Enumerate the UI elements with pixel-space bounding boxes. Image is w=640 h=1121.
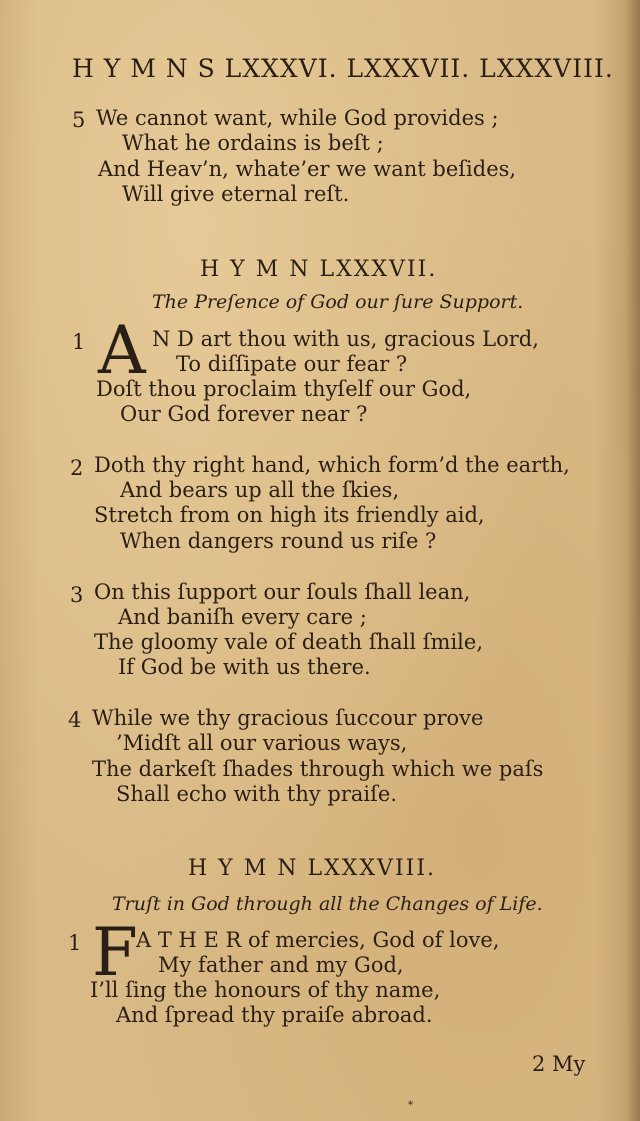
- verse-line: A T H E R of mercies, God of love,: [136, 928, 500, 952]
- stanza-number: 4: [68, 708, 82, 732]
- verse-line: Doth thy right hand, which form’d the earth,: [94, 453, 570, 477]
- stanza-number: 5: [72, 108, 86, 132]
- verse-line: Will give eternal reſt.: [122, 182, 350, 206]
- stanza-number: 1: [68, 931, 82, 955]
- hymn-title: H Y M N LXXXVII.: [200, 257, 438, 282]
- verse-line: If God be with us there.: [118, 655, 371, 679]
- verse-line: While we thy gracious ſuccour prove: [92, 706, 484, 730]
- signature-mark: *: [408, 1100, 413, 1111]
- stanza-number: 2: [70, 456, 84, 480]
- verse-line: Shall echo with thy praiſe.: [116, 782, 397, 806]
- verse-line: And bears up all the ſkies,: [120, 478, 400, 502]
- running-head: H Y M N S LXXXVI. LXXXVII. LXXXVIII.: [72, 54, 614, 83]
- stanza-number: 1: [72, 330, 86, 354]
- stanza-number: 3: [70, 583, 84, 607]
- catchword: 2 My: [532, 1052, 586, 1076]
- hymn-subtitle: Truſt in God through all the Changes of Life.: [112, 893, 543, 915]
- verse-line: My father and my God,: [158, 953, 404, 977]
- verse-line: The gloomy vale of death ſhall ſmile,: [94, 630, 484, 654]
- verse-line: To diſſipate our fear ?: [176, 352, 408, 376]
- verse-line: N D art thou with us, gracious Lord,: [152, 327, 539, 351]
- verse-line: Our God forever near ?: [120, 402, 368, 426]
- verse-line: I’ll ſing the honours of thy name,: [90, 978, 441, 1002]
- verse-line: ’Midſt all our various ways,: [116, 731, 408, 755]
- drop-cap: F: [92, 914, 138, 991]
- verse-line: Doſt thou proclaim thyſelf our God,: [96, 377, 472, 401]
- page-edge-shadow: [626, 0, 640, 1121]
- verse-line: When dangers round us riſe ?: [120, 529, 437, 553]
- verse-line: We cannot want, while God provides ;: [96, 106, 499, 130]
- verse-line: And ſpread thy praiſe abroad.: [116, 1003, 433, 1027]
- verse-line: On this ſupport our ſouls ſhall lean,: [94, 580, 471, 604]
- verse-line: What he ordains is beſt ;: [122, 131, 384, 155]
- verse-line: Stretch from on high its friendly aid,: [94, 503, 485, 527]
- drop-cap: A: [98, 312, 146, 389]
- hymn-subtitle: The Preſence of God our ſure Support.: [152, 291, 524, 313]
- verse-line: The darkeſt ſhades through which we paſs: [92, 757, 544, 781]
- verse-line: And baniſh every care ;: [118, 605, 367, 629]
- verse-line: And Heav’n, whate’er we want beſides,: [98, 157, 517, 181]
- hymn-title: H Y M N LXXXVIII.: [188, 856, 437, 881]
